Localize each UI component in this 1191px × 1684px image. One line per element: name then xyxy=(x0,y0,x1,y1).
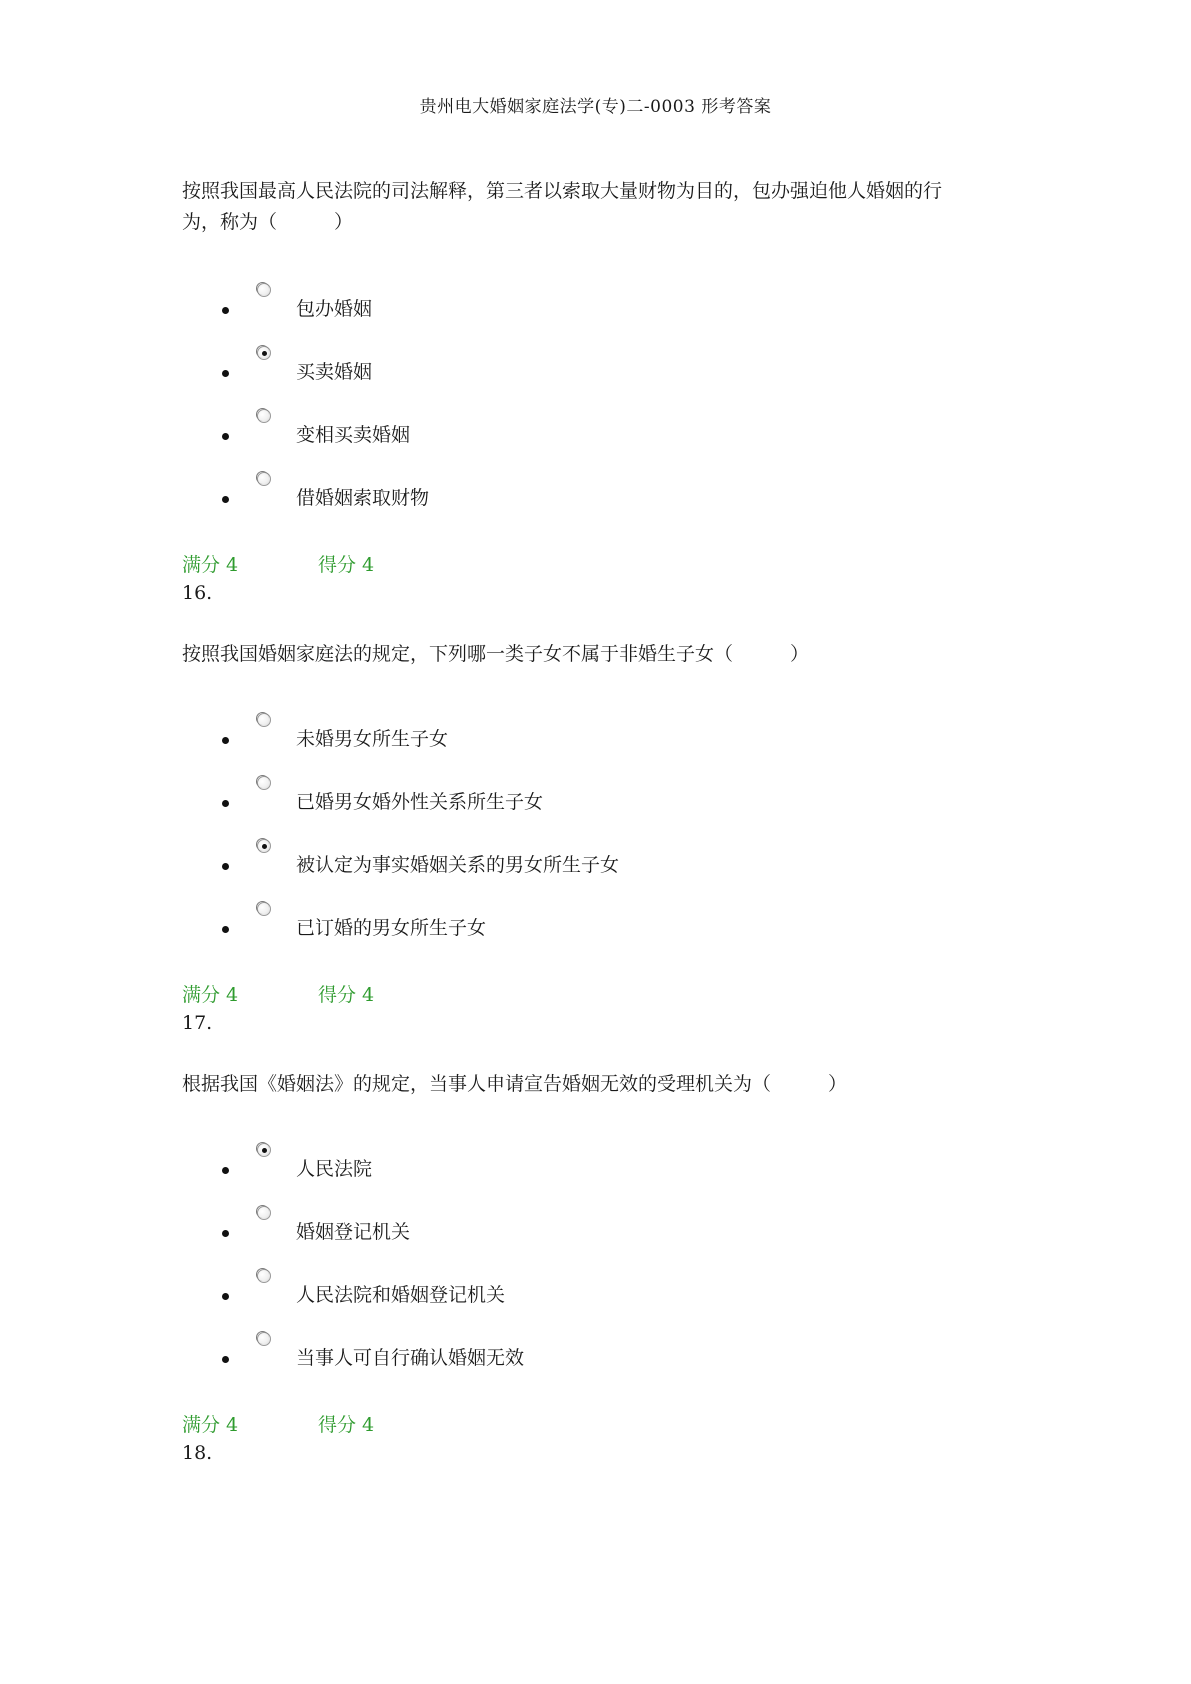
option-a[interactable] xyxy=(182,713,1002,776)
option-label: 借婚姻索取财物 xyxy=(296,487,430,509)
option-label: 未婚男女所生子女 xyxy=(296,728,449,750)
radio-button[interactable] xyxy=(257,902,271,916)
bullet-icon xyxy=(222,737,229,744)
bullet-icon xyxy=(222,800,229,807)
question-number: 16. xyxy=(182,582,213,604)
option-label: 被认定为事实婚姻关系的男女所生子女 xyxy=(296,854,620,876)
bullet-icon xyxy=(222,1167,229,1174)
option-label: 买卖婚姻 xyxy=(296,361,373,383)
option-a[interactable] xyxy=(182,1143,1002,1206)
bullet-icon xyxy=(222,1293,229,1300)
option-d[interactable] xyxy=(182,1332,1002,1395)
question-16-block xyxy=(182,639,1002,670)
earned-score: 得分 4 xyxy=(318,554,375,576)
question-number: 18. xyxy=(182,1442,213,1464)
question-16-options xyxy=(182,713,1002,965)
radio-button[interactable] xyxy=(257,283,271,297)
question-text xyxy=(182,176,1002,238)
bullet-icon xyxy=(222,926,229,933)
page-title: 贵州电大婚姻家庭法学(专)二-0003 形考答案 xyxy=(419,97,772,117)
question-text: 根据我国《婚姻法》的规定，当事人申请宣告婚姻无效的受理机关为（ ） xyxy=(182,1073,848,1095)
bullet-icon xyxy=(222,307,229,314)
question-number: 17. xyxy=(182,1012,213,1034)
radio-button-selected[interactable] xyxy=(257,346,271,360)
question-text-line-1: 按照我国最高人民法院的司法解释，第三者以索取大量财物为目的，包办强迫他人婚姻的行 xyxy=(182,180,943,202)
bullet-icon xyxy=(222,496,229,503)
radio-button[interactable] xyxy=(257,776,271,790)
radio-button[interactable] xyxy=(257,472,271,486)
option-label: 婚姻登记机关 xyxy=(296,1221,411,1243)
score-line xyxy=(182,1410,375,1437)
option-b[interactable] xyxy=(182,1206,1002,1269)
option-label: 人民法院 xyxy=(296,1158,373,1180)
option-b[interactable] xyxy=(182,346,1002,409)
radio-button-selected[interactable] xyxy=(257,839,271,853)
option-a[interactable] xyxy=(182,283,1002,346)
question-15-options xyxy=(182,283,1002,535)
full-score: 满分 4 xyxy=(182,984,239,1006)
bullet-icon xyxy=(222,433,229,440)
full-score: 满分 4 xyxy=(182,554,239,576)
radio-button[interactable] xyxy=(257,1206,271,1220)
question-17-options xyxy=(182,1143,1002,1395)
radio-button[interactable] xyxy=(257,1269,271,1283)
option-c[interactable] xyxy=(182,839,1002,902)
option-list xyxy=(182,1143,1002,1395)
score-line xyxy=(182,980,375,1007)
bullet-icon xyxy=(222,1356,229,1363)
option-list xyxy=(182,713,1002,965)
question-17-block xyxy=(182,1069,1002,1100)
radio-button-selected[interactable] xyxy=(257,1143,271,1157)
question-text: 按照我国婚姻家庭法的规定，下列哪一类子女不属于非婚生子女（ ） xyxy=(182,643,810,665)
score-line xyxy=(182,550,375,577)
option-c[interactable] xyxy=(182,1269,1002,1332)
radio-button[interactable] xyxy=(257,713,271,727)
option-c[interactable] xyxy=(182,409,1002,472)
bullet-icon xyxy=(222,1230,229,1237)
radio-button[interactable] xyxy=(257,409,271,423)
radio-button[interactable] xyxy=(257,1332,271,1346)
option-label: 已订婚的男女所生子女 xyxy=(296,917,487,939)
option-label: 包办婚姻 xyxy=(296,298,373,320)
option-label: 人民法院和婚姻登记机关 xyxy=(296,1284,506,1306)
option-d[interactable] xyxy=(182,472,1002,535)
full-score: 满分 4 xyxy=(182,1414,239,1436)
question-15-block xyxy=(182,176,1002,238)
option-b[interactable] xyxy=(182,776,1002,839)
option-list xyxy=(182,283,1002,535)
earned-score: 得分 4 xyxy=(318,1414,375,1436)
option-d[interactable] xyxy=(182,902,1002,965)
option-label: 变相买卖婚姻 xyxy=(296,424,411,446)
option-label: 当事人可自行确认婚姻无效 xyxy=(296,1347,525,1369)
question-text-line-2: 为，称为（ ） xyxy=(182,211,354,233)
option-label: 已婚男女婚外性关系所生子女 xyxy=(296,791,544,813)
earned-score: 得分 4 xyxy=(318,984,375,1006)
bullet-icon xyxy=(222,863,229,870)
bullet-icon xyxy=(222,370,229,377)
